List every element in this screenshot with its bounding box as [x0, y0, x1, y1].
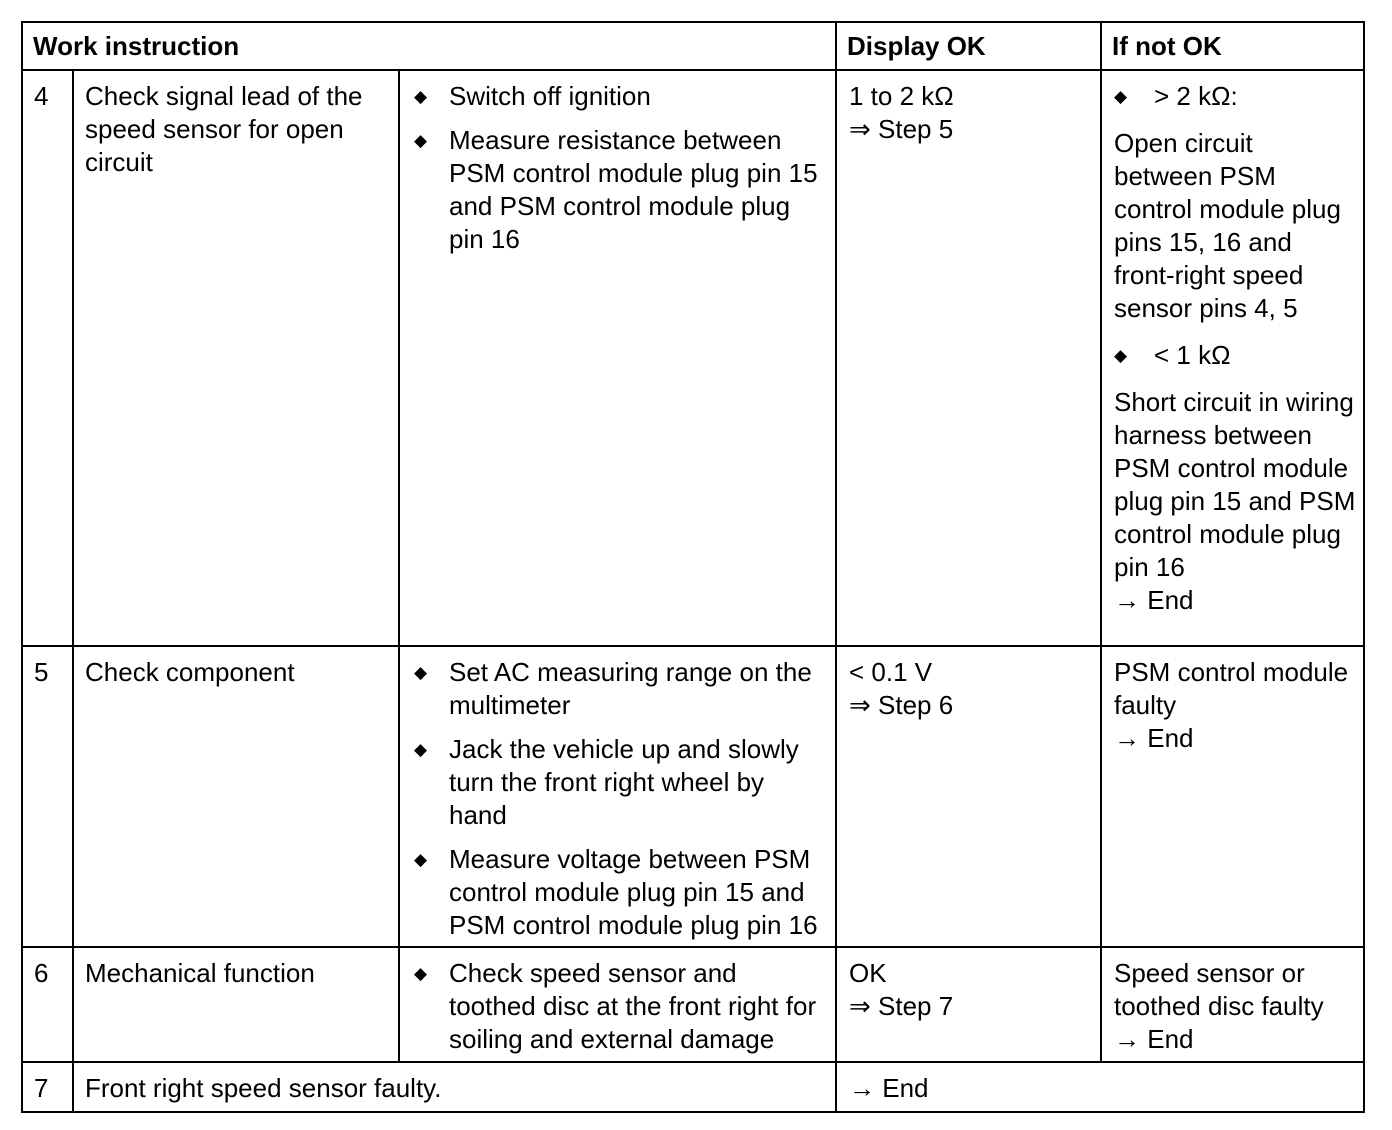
if-not-ok-cell — [1101, 70, 1364, 646]
step-description: Front right speed sensor faulty. — [73, 1062, 836, 1112]
step-description: Check signal lead of the speed sensor for open circuit — [73, 70, 399, 646]
step-number: 4 — [22, 70, 73, 646]
table-row — [22, 1062, 1364, 1112]
step-number: 6 — [22, 947, 73, 1062]
step-description: Check component — [73, 646, 399, 947]
step-actions — [399, 70, 836, 646]
condition-item — [1114, 80, 1357, 113]
fault-text: Speed sensor or toothed disc faulty — [1114, 958, 1324, 1021]
diamond-bullet-icon: ◆ — [1114, 346, 1128, 365]
step-number: 7 — [22, 1062, 73, 1112]
diamond-bullet-icon: ◆ — [414, 964, 428, 983]
next-step: ⇒ Step 5 — [849, 114, 954, 144]
action-text: Jack the vehicle up and slowly turn the front right wheel by hand — [449, 734, 799, 830]
diamond-bullet-icon: ◆ — [414, 850, 428, 869]
table-header-row — [22, 22, 1364, 70]
step-actions — [399, 947, 836, 1062]
diamond-bullet-icon: ◆ — [414, 740, 428, 759]
expected-value: < 0.1 V — [849, 657, 933, 687]
condition-item — [1114, 339, 1357, 372]
work-instruction-table — [21, 21, 1365, 1113]
action-item — [414, 843, 827, 942]
next-step: ⇒ Step 6 — [849, 690, 954, 720]
fault-text: PSM control module faulty — [1114, 657, 1349, 720]
action-item — [414, 733, 827, 832]
action-text: Check speed sensor and toothed disc at the front right for soiling and external damage — [449, 958, 817, 1054]
action-item — [414, 957, 827, 1056]
condition-result — [1114, 386, 1357, 617]
display-ok-cell — [836, 70, 1101, 646]
expected-value: 1 to 2 kΩ — [849, 81, 954, 111]
display-ok-cell — [836, 646, 1101, 947]
header-display-ok: Display OK — [836, 22, 1101, 70]
action-text: Set AC measuring range on the multimeter — [449, 657, 812, 720]
action-item — [414, 656, 827, 722]
header-work-instruction: Work instruction — [22, 22, 836, 70]
next-step: ⇒ Step 7 — [849, 991, 954, 1021]
action-text: Switch off ignition — [449, 81, 651, 111]
diamond-bullet-icon: ◆ — [414, 131, 428, 150]
table-row — [22, 70, 1364, 646]
action-item — [414, 124, 827, 256]
action-text: Measure voltage between PSM control module plug pin 15 and PSM control module plug pin 16 — [449, 844, 818, 940]
diamond-bullet-icon: ◆ — [1114, 87, 1128, 106]
step-description: Mechanical function — [73, 947, 399, 1062]
condition-result: Open circuit between PSM control module plug pins 15, 16 and front-right speed sensor pins 4, 5 — [1114, 128, 1341, 323]
expected-value: OK — [849, 958, 887, 988]
condition-result-text: Short circuit in wiring harness between PSM control module plug pin 15 and PSM control module plug pin 16 — [1114, 387, 1356, 582]
if-not-ok-cell — [1101, 947, 1364, 1062]
step-actions — [399, 646, 836, 947]
result-cell: → End — [836, 1062, 1364, 1112]
header-if-not-ok: If not OK — [1101, 22, 1364, 70]
diamond-bullet-icon: ◆ — [414, 87, 428, 106]
action-item — [414, 80, 827, 113]
next-step: → End — [1114, 723, 1194, 753]
next-step: → End — [1114, 585, 1194, 615]
condition-text: < 1 kΩ — [1154, 340, 1231, 370]
condition-text: > 2 kΩ: — [1154, 81, 1238, 111]
table-row — [22, 646, 1364, 947]
next-step: → End — [1114, 1024, 1194, 1054]
diamond-bullet-icon: ◆ — [414, 663, 428, 682]
display-ok-cell — [836, 947, 1101, 1062]
action-text: Measure resistance between PSM control module plug pin 15 and PSM control module plug pin 16 — [449, 125, 818, 254]
if-not-ok-cell — [1101, 646, 1364, 947]
table-row — [22, 947, 1364, 1062]
step-number: 5 — [22, 646, 73, 947]
